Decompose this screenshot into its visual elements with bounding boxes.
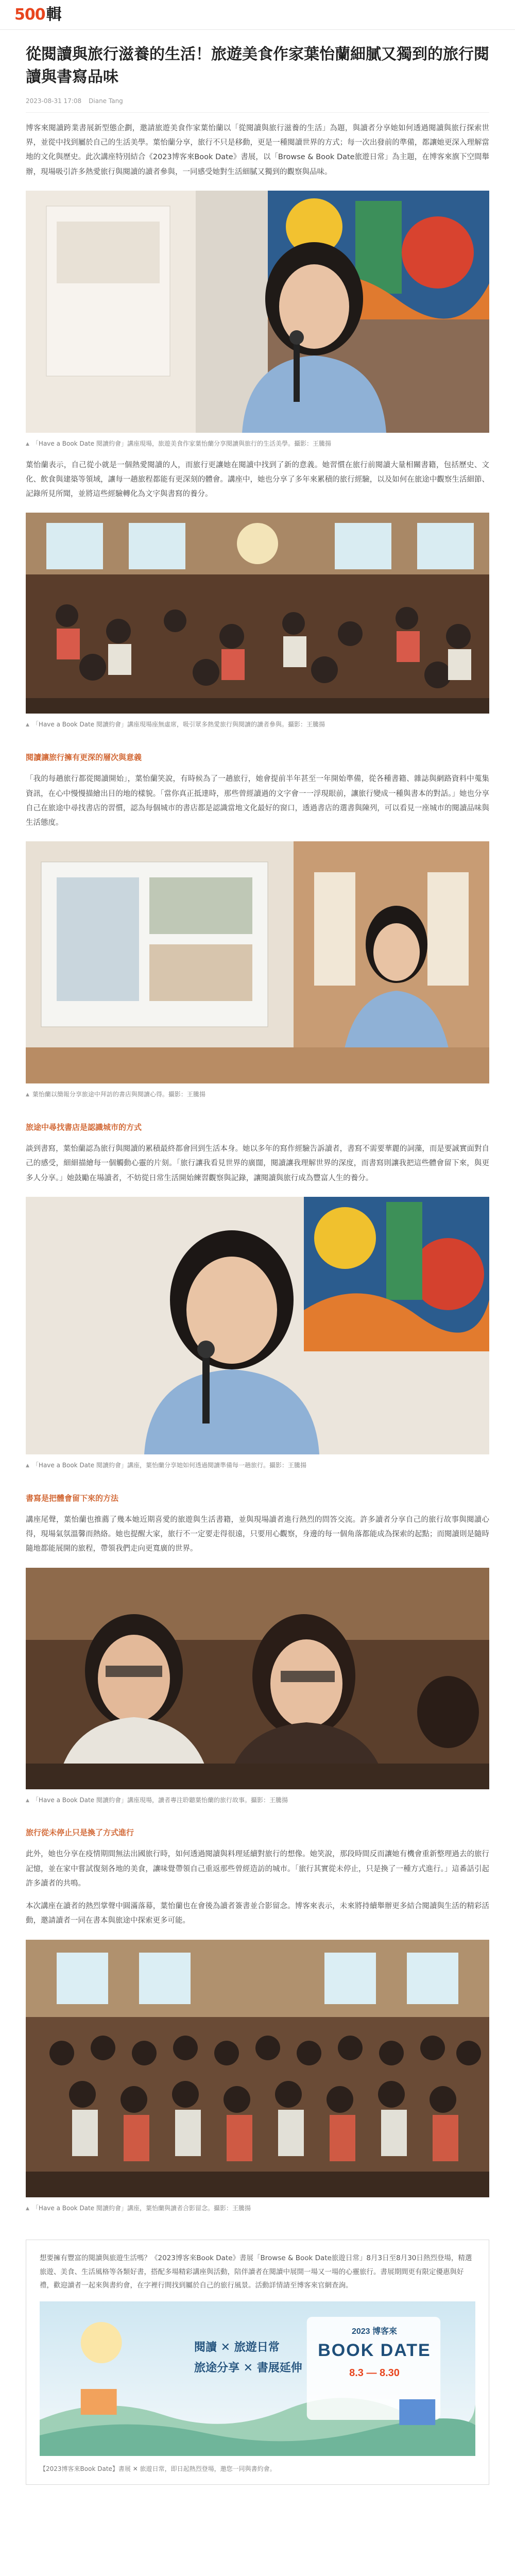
photo-group (26, 1940, 489, 2197)
promo-caption: 【2023博客來Book Date】書展 ✕ 旅遊日常，即日起熱烈登場，邀您一同與書約會。 (40, 2465, 276, 2473)
paragraph: 講座尾聲，葉怡蘭也推薦了幾本她近期喜愛的旅遊與生活書籍，並與現場讀者進行熱烈的問答交流。許多讀者分享自己的旅行故事與閱讀心得，現場氣氛溫馨而熱絡。她也提醒大家，旅行不一定要走得很遠，只要用心觀察，身邊的每一個角落都能成為探索的起點；而閱讀則是隨時隨地都能展開的旅程，帶領我們走向更寬廣的世界。 (26, 1515, 489, 1553)
paragraph: 葉怡蘭表示，自己從小就是一個熱愛閱讀的人，而旅行更讓她在閱讀中找到了新的意義。她習慣在旅行前閱讀大量相關書籍，包括歷史、文化、飲食與建築等領域，讓每一趟旅程都能有更深刻的體會。講座中，她也分享了多年來累積的旅行經驗，以及如何在旅途中觀察生活細節、記錄所見所聞，並將這些經驗轉化為文字與書寫的養分。 (26, 461, 489, 499)
paragraph: 此外，她也分享在疫情期間無法出國旅行時，如何透過閱讀與料理延續對旅行的想像。她笑說，那段時間反而讓她有機會重新整理過去的旅行記憶，並在家中嘗試復刻各地的美食，讓味覺帶領自己重返那些曾經造訪的城市。「旅行其實從未停止，只是換了一種方式進行。」這番話引起許多讀者的共鳴。 (26, 1850, 489, 1888)
promo-box (26, 2240, 489, 2485)
logo-number: 500 (14, 6, 45, 24)
banner-slogan-1: 閱讀 ✕ 旅遊日常 (194, 2341, 280, 2354)
photo-caption: ▲ 「Have a Book Date 閱讀約會」講座，葉怡蘭分享她如何透過閱讀準備每一趟旅行。攝影：王騰揚 (26, 1460, 489, 1471)
article (26, 30, 489, 2485)
article-author[interactable]: Diane Tang (89, 97, 123, 105)
photo-caption: ▲ 「Have a Book Date 閱讀約會」講座，葉怡蘭與讀者合影留念。攝影：王騰揚 (26, 2202, 489, 2214)
section-subheading: 旅行從未停止只是換了方式進行 (26, 1828, 134, 1838)
section-subheading: 旅途中尋找書店是認識城市的方式 (26, 1123, 142, 1132)
divider (26, 112, 489, 113)
paragraph: 博客來閱讀跨業書展新型態企劃，邀請旅遊美食作家葉怡蘭以「從閱讀與旅行滋養的生活」為題，與讀者分享她如何透過閱讀與旅行探索世界，並從中找到屬於自己的生活美學。葉怡蘭分享，旅行不只是移動，更是一種閱讀世界的方式；每一次出發前的準備，都讓她更深入理解當地的文化與歷史。此次講座特別結合《2023博客來Book Date》書展，以「Browse & Book Date旅遊日常」為主題，在博客來旗下空間舉辦，現場吸引許多熱愛旅行與閱讀的讀者參與，一同感受她對生活細膩又獨到的觀察與品味。 (26, 124, 489, 176)
photo-speaker-closeup (26, 1197, 489, 1454)
paragraph: 本次講座在讀者的熱烈掌聲中圓滿落幕，葉怡蘭也在會後為讀者簽書並合影留念。博客來表示，未來將持續舉辦更多結合閱讀與生活的精彩活動，邀請讀者一同在書本與旅途中探索更多可能。 (26, 1902, 489, 1925)
paragraph: 「我的每趟旅行都從閱讀開始」，葉怡蘭笑說，有時候為了一趟旅行，她會提前半年甚至一年開始準備，從各種書籍、雜誌與網路資料中蒐集資訊，在心中慢慢描繪出目的地的樣貌。「當你真正抵達時，那些曾經讀過的文字會一一浮現眼前，讓旅行變成一種與書本的對話。」她也分享自己在旅途中尋找書店的習慣，認為每個城市的書店都是認識當地文化最好的窗口，透過書店的選書與陳列，可以看見一座城市的閱讀品味與生活態度。 (26, 775, 489, 827)
photo-caption: ▲ 葉怡蘭以簡報分享旅途中拜訪的書店與閱讀心得。攝影：王騰揚 (26, 1089, 489, 1100)
banner-dates: 8.3 — 8.30 (349, 2367, 400, 2379)
article-meta (26, 95, 489, 107)
photo-speaker-screen (26, 841, 489, 1083)
logo-char: 輯 (46, 6, 62, 24)
book-date-banner[interactable] (40, 2301, 475, 2456)
photo-caption: ▲ 「Have a Book Date 閱讀約會」講座現場，旅遊美食作家葉怡蘭分享閱讀與旅行的生活美學。攝影：王騰揚 (26, 438, 489, 450)
photo-caption: ▲ 「Have a Book Date 閱讀約會」講座現場，讀者專注聆聽葉怡蘭的旅行故事。攝影：王騰揚 (26, 1794, 489, 1806)
promo-text: 想要擁有豐富的閱讀與旅遊生活嗎？《2023博客來Book Date》書展「Browse & Book Date旅遊日常」8月3日至8月30日熱烈登場，精選旅遊、美食、生活風格等各類好書，搭配多場精彩講座與活動，陪伴讀者在閱讀中展開一場又一場的心靈旅行。書展期間更有限定優惠與好禮，歡迎讀者一起來與書約會，在字裡行間找到屬於自己的旅行風景。活動詳情請至博客來官網查詢。 (40, 2254, 472, 2290)
site-logo[interactable] (14, 0, 62, 29)
section-subheading: 閱讀讓旅行擁有更深的層次與意義 (26, 753, 142, 762)
paragraph: 談到書寫，葉怡蘭認為旅行與閱讀的累積最終都會回到生活本身。她以多年的寫作經驗告訴讀者，書寫不需要華麗的詞藻，而是要誠實面對自己的感受，細細描繪每一個觸動心靈的片刻。「旅行讓我看見世界的廣闊，閱讀讓我理解世界的深度，而書寫則讓我把這些體會留下來，與更多人分享。」她鼓勵在場讀者，不妨從日常生活開始練習觀察與記錄，讓閱讀與旅行成為豐富人生的養分。 (26, 1145, 489, 1182)
banner-year-label: 2023 博客來 (351, 2327, 398, 2336)
section-subheading: 書寫是把體會留下來的方法 (26, 1493, 119, 1503)
photo-caption: ▲ 「Have a Book Date 閱讀約會」講座現場座無虛席，吸引眾多熱愛旅行與閱讀的讀者參與。攝影：王騰揚 (26, 719, 489, 731)
banner-slogan-2: 旅途分享 ✕ 書展延伸 (194, 2361, 302, 2375)
photo-audience-room (26, 513, 489, 714)
site-header (0, 0, 515, 30)
article-title: 從閱讀與旅行滋養的生活！旅遊美食作家葉怡蘭細膩又獨到的旅行閱讀與書寫品味 (26, 45, 489, 86)
article-date: 2023-08-31 17:08 (26, 97, 82, 105)
banner-main-title: BOOK DATE (318, 2340, 431, 2360)
photo-audience-listening (26, 1568, 489, 1789)
photo-speaker-portrait (26, 191, 489, 433)
